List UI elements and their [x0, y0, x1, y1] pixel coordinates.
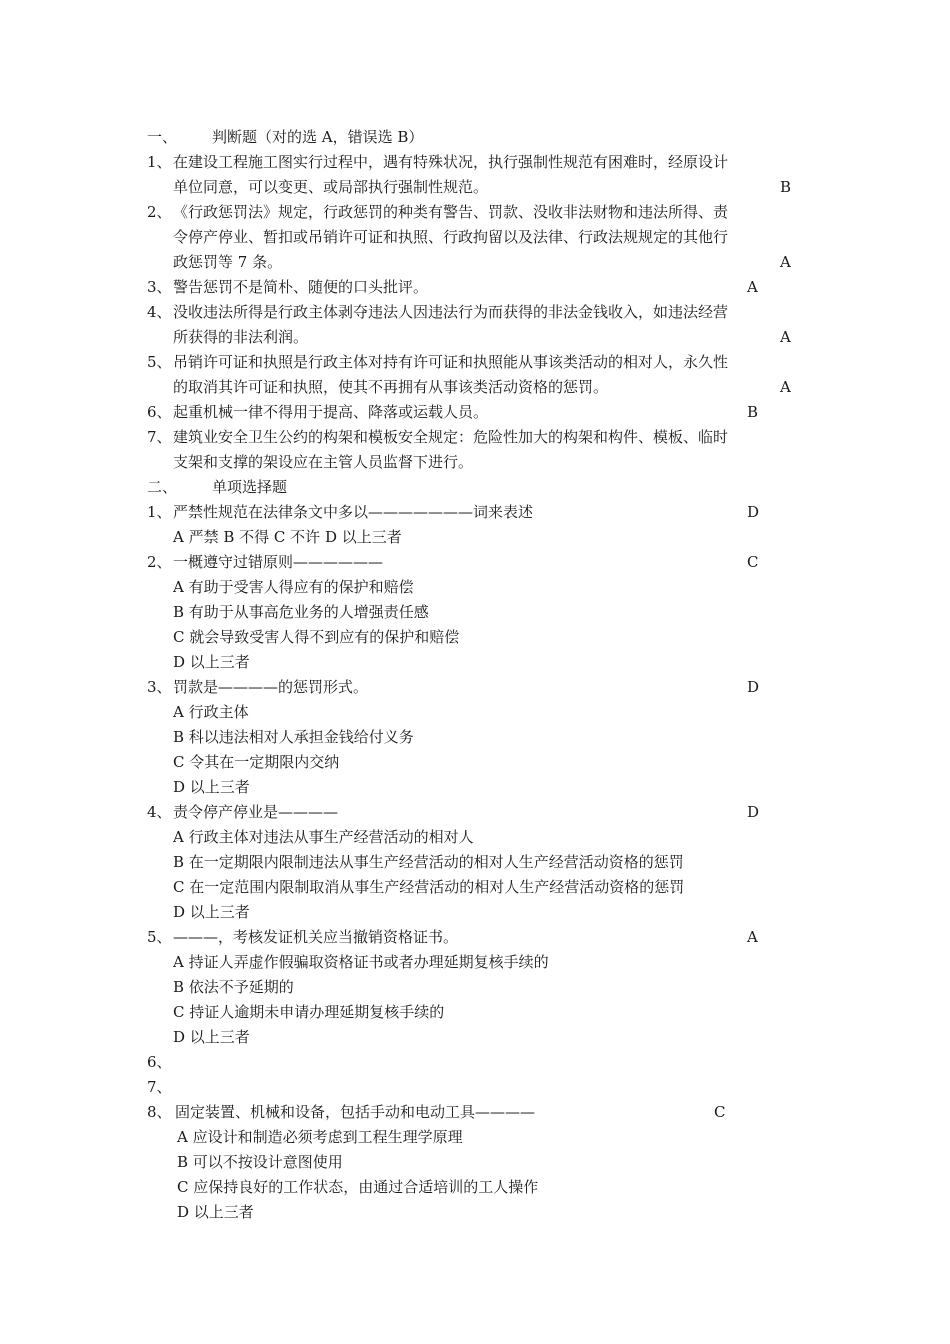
s2-q5-answer: A [747, 928, 758, 946]
s1-q3-number: 3、 [147, 278, 172, 296]
s1-q7-line2: 支架和支撑的架设应在主管人员监督下进行。 [173, 453, 474, 471]
s2-q3-option-d: D 以上三者 [173, 778, 250, 796]
s2-q8-answer: C [714, 1103, 726, 1121]
s2-q2-option-a: A 有助于受害人得应有的保护和赔偿 [173, 578, 414, 596]
section2-number: 二、 [147, 478, 178, 496]
s2-q8-question: 固定装置、机械和设备，包括手动和电动工具———— [175, 1103, 536, 1121]
s1-q5-line2: 的取消其许可证和执照，使其不再拥有从事该类活动资格的惩罚。 [173, 378, 609, 396]
s2-q4-question: 责令停产停业是———— [173, 803, 339, 821]
s2-q3-answer: D [747, 678, 760, 696]
s2-q2-option-b: B 有助于从事高危业务的人增强责任感 [173, 603, 429, 621]
s2-q3-question: 罚款是————的惩罚形式。 [173, 678, 369, 696]
s2-q5-option-b: B 依法不予延期的 [173, 978, 294, 996]
s1-q6-line1: 起重机械一律不得用于提高、降落或运载人员。 [173, 403, 489, 421]
s2-q8-number: 8、 [147, 1103, 172, 1121]
s1-q2-line3: 政惩罚等 7 条。 [173, 253, 283, 271]
s1-q3-line1: 警告惩罚不是简朴、随便的口头批评。 [173, 278, 429, 296]
s2-q5-option-d: D 以上三者 [173, 1028, 250, 1046]
s1-q4-number: 4、 [147, 303, 172, 321]
s1-q1-answer: B [780, 178, 792, 196]
s1-q4-line1: 没收违法所得是行政主体剥夺违法人因违法行为而获得的非法金钱收入，如违法经营 [173, 303, 729, 321]
s2-q4-option-d: D 以上三者 [173, 903, 250, 921]
s2-q1-question: 严禁性规范在法律条文中多以———————词来表述 [173, 503, 534, 521]
s1-q5-line1: 吊销许可证和执照是行政主体对持有许可证和执照能从事该类活动的相对人，永久性 [173, 353, 729, 371]
s2-q2-option-d: D 以上三者 [173, 653, 250, 671]
s1-q2-line1: 《行政惩罚法》规定，行政惩罚的种类有警告、罚款、没收非法财物和违法所得、责 [173, 203, 729, 221]
s2-q5-option-c: C 持证人逾期未申请办理延期复核手续的 [173, 1003, 445, 1021]
s2-q5-question: ———，考核发证机关应当撤销资格证书。 [173, 928, 459, 946]
s2-q4-option-c: C 在一定范围内限制取消从事生产经营活动的相对人生产经营活动资格的惩罚 [173, 878, 685, 896]
s2-q5-number: 5、 [147, 928, 172, 946]
s2-q1-number: 1、 [147, 503, 172, 521]
s1-q2-number: 2、 [147, 203, 172, 221]
section2-title: 单项选择题 [212, 478, 288, 496]
s2-q3-number: 3、 [147, 678, 172, 696]
s2-q8-option-b: B 可以不按设计意图使用 [177, 1153, 343, 1171]
s1-q6-number: 6、 [147, 403, 172, 421]
s1-q1-line1: 在建设工程施工图实行过程中，遇有特殊状况，执行强制性规范有困难时，经原设计 [173, 153, 729, 171]
s2-q3-option-a: A 行政主体 [173, 703, 249, 721]
s1-q3-answer: A [747, 278, 758, 296]
s1-q4-line2: 所获得的非法利润。 [173, 328, 309, 346]
s2-q6-number: 6、 [147, 1053, 172, 1071]
s2-q1-option-1: A 严禁 B 不得 C 不许 D 以上三者 [173, 528, 402, 546]
s1-q7-line1: 建筑业安全卫生公约的构架和模板安全规定：危险性加大的构架和构件、模板、临时 [173, 428, 729, 446]
s2-q3-option-b: B 科以违法相对人承担金钱给付义务 [173, 728, 414, 746]
s2-q2-option-c: C 就会导致受害人得不到应有的保护和赔偿 [173, 628, 460, 646]
s1-q7-number: 7、 [147, 428, 172, 446]
s2-q4-option-b: B 在一定期限内限制违法从事生产经营活动的相对人生产经营活动资格的惩罚 [173, 853, 684, 871]
s2-q8-option-c: C 应保持良好的工作状态，由通过合适培训的工人操作 [177, 1178, 539, 1196]
s2-q4-option-a: A 行政主体对违法从事生产经营活动的相对人 [173, 828, 474, 846]
s2-q5-option-a: A 持证人弄虚作假骗取资格证书或者办理延期复核手续的 [173, 953, 549, 971]
s2-q1-answer: D [747, 503, 760, 521]
s2-q4-answer: D [747, 803, 760, 821]
s2-q2-question: 一概遵守过错原则—————— [173, 553, 384, 571]
s1-q2-answer: A [780, 253, 791, 271]
s1-q1-line2: 单位同意，可以变更、或局部执行强制性规范。 [173, 178, 489, 196]
s2-q2-answer: C [747, 553, 759, 571]
s1-q5-answer: A [780, 378, 791, 396]
section1-number: 一、 [147, 128, 178, 146]
s2-q8-option-d: D 以上三者 [177, 1203, 254, 1221]
s1-q4-answer: A [780, 328, 791, 346]
s2-q3-option-c: C 令其在一定期限内交纳 [173, 753, 340, 771]
s2-q8-option-a: A 应设计和制造必须考虑到工程生理学原理 [177, 1128, 463, 1146]
s2-q4-number: 4、 [147, 803, 172, 821]
s2-q7-number: 7、 [147, 1078, 172, 1096]
s2-q2-number: 2、 [147, 553, 172, 571]
s1-q2-line2: 令停产停业、暂扣或吊销许可证和执照、行政拘留以及法律、行政法规规定的其他行 [173, 228, 729, 246]
s1-q6-answer: B [747, 403, 759, 421]
s1-q1-number: 1、 [147, 153, 172, 171]
s1-q5-number: 5、 [147, 353, 172, 371]
section1-title: 判断题（对的选 A，错误选 B） [212, 128, 424, 146]
